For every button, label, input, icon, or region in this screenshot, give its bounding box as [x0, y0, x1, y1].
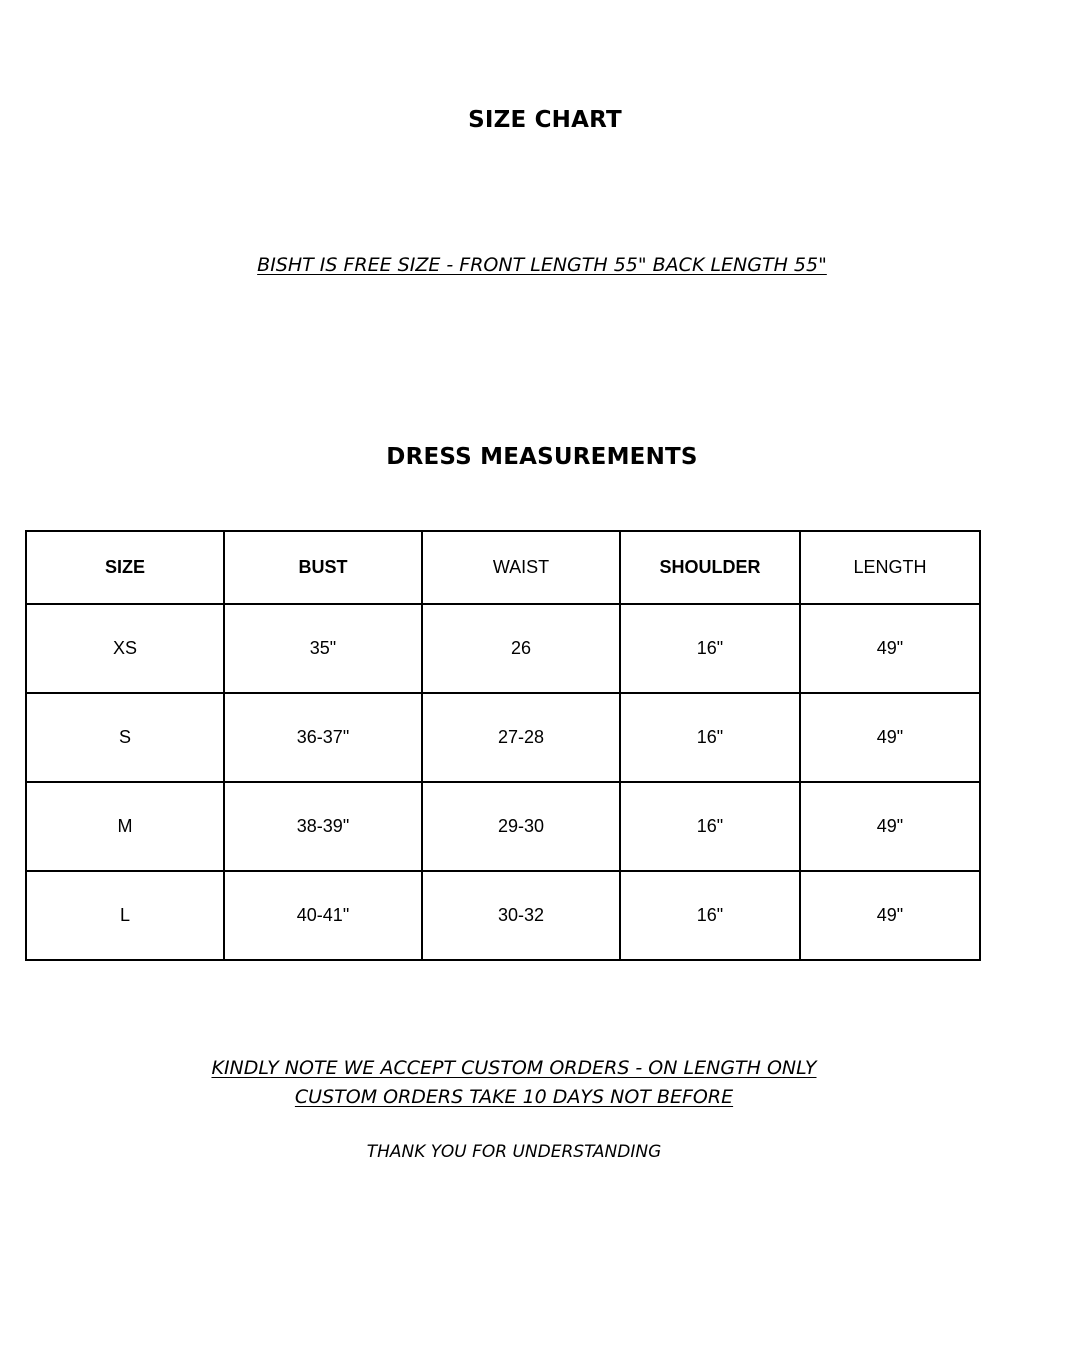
- cell-bust: 35": [224, 604, 422, 693]
- cell-waist: 27-28: [422, 693, 620, 782]
- header-length: LENGTH: [800, 531, 980, 604]
- measurements-table: [25, 530, 981, 961]
- cell-length: 49": [800, 693, 980, 782]
- header-shoulder: SHOULDER: [620, 531, 800, 604]
- table-row: [26, 693, 980, 782]
- cell-shoulder: 16": [620, 782, 800, 871]
- cell-length: 49": [800, 604, 980, 693]
- cell-shoulder: 16": [620, 693, 800, 782]
- table-header-row: [26, 531, 980, 604]
- page-title: SIZE CHART: [468, 107, 622, 133]
- cell-shoulder: 16": [620, 871, 800, 960]
- dress-measurements-title: DRESS MEASUREMENTS: [386, 444, 698, 470]
- custom-orders-note: KINDLY NOTE WE ACCEPT CUSTOM ORDERS - ON LENGTH ONLY: [211, 1057, 817, 1079]
- cell-bust: 40-41": [224, 871, 422, 960]
- header-bust: BUST: [224, 531, 422, 604]
- cell-waist: 30-32: [422, 871, 620, 960]
- cell-length: 49": [800, 871, 980, 960]
- cell-bust: 36-37": [224, 693, 422, 782]
- bisht-size-note: BISHT IS FREE SIZE - FRONT LENGTH 55" BACK LENGTH 55": [257, 254, 827, 276]
- thank-you-note: THANK YOU FOR UNDERSTANDING: [366, 1142, 662, 1162]
- cell-shoulder: 16": [620, 604, 800, 693]
- cell-size: L: [26, 871, 224, 960]
- cell-waist: 29-30: [422, 782, 620, 871]
- cell-bust: 38-39": [224, 782, 422, 871]
- cell-size: XS: [26, 604, 224, 693]
- cell-size: S: [26, 693, 224, 782]
- cell-length: 49": [800, 782, 980, 871]
- table-row: [26, 871, 980, 960]
- header-waist: WAIST: [422, 531, 620, 604]
- header-size: SIZE: [26, 531, 224, 604]
- custom-orders-timing-note: CUSTOM ORDERS TAKE 10 DAYS NOT BEFORE: [294, 1086, 734, 1108]
- cell-size: M: [26, 782, 224, 871]
- cell-waist: 26: [422, 604, 620, 693]
- table-row: [26, 604, 980, 693]
- table-row: [26, 782, 980, 871]
